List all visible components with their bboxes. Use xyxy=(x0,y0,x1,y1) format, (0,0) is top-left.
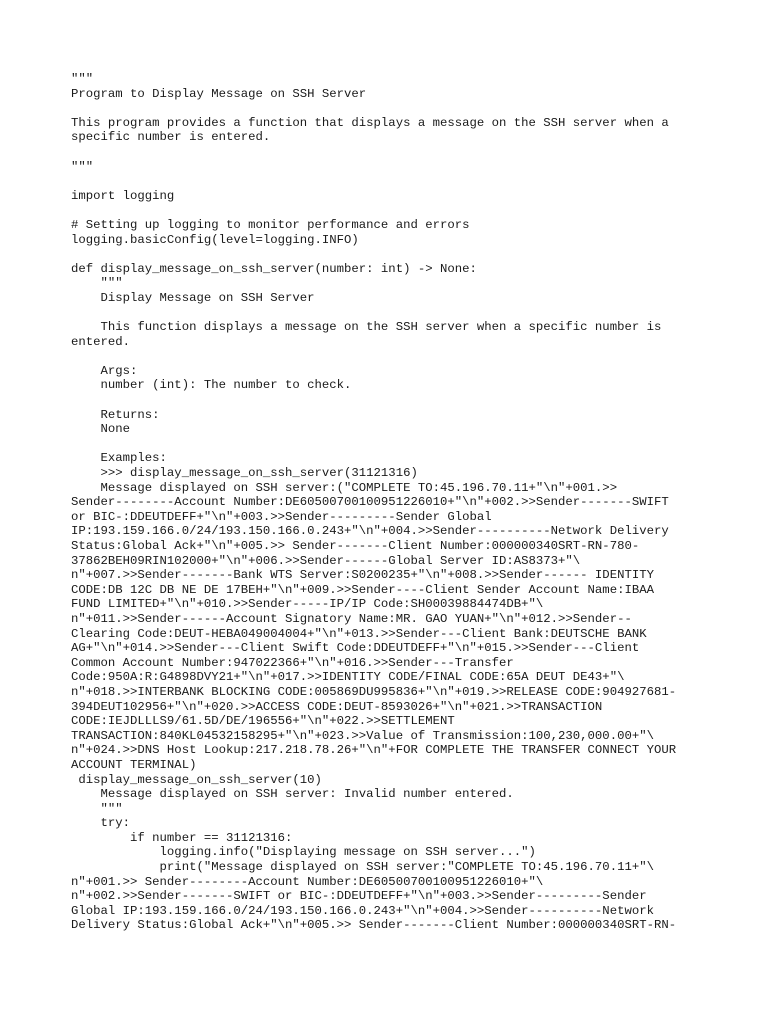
code-line: Global IP:193.159.166.0/24/193.150.166.0.243+"\n"+004.>>Sender----------Network xyxy=(71,903,654,918)
code-line: Sender--------Account Number:DE60500700100951226010+"\n"+002.>>Sender-------SWIFT xyxy=(71,495,669,510)
code-line: n"+007.>>Sender-------Bank WTS Server:S0200235+"\n"+008.>>Sender------ IDENTITY xyxy=(71,568,654,583)
code-line: This program provides a function that displays a message on the SSH server when a xyxy=(71,115,669,130)
code-line: """ xyxy=(71,159,94,174)
code-line: Code:950A:R:G4898DVY21+"\n"+017.>>IDENTITY CODE/FINAL CODE:65A DEUT DE43+"\ xyxy=(71,670,625,685)
code-line: ACCOUNT TERMINAL) xyxy=(71,757,197,772)
code-line: Examples: xyxy=(71,451,167,466)
code-line: AG+"\n"+014.>>Sender---Client Swift Code:DDEUTDEFF+"\n"+015.>>Sender---Client xyxy=(71,641,640,656)
code-line: display_message_on_ssh_server(10) xyxy=(71,772,322,787)
code-line: Display Message on SSH Server xyxy=(71,290,315,305)
blank-line xyxy=(71,393,711,408)
code-line: 37862BEH09RIN102000+"\n"+006.>>Sender------Global Server ID:AS8373+"\ xyxy=(71,553,581,568)
code-line: >>> display_message_on_ssh_server(31121316) xyxy=(71,466,418,481)
code-line: FUND LIMITED+"\n"+010.>>Sender-----IP/IP Code:SH00039884474DB+"\ xyxy=(71,597,544,612)
code-line: Message displayed on SSH server:("COMPLETE TO:45.196.70.11+"\n"+001.>> xyxy=(71,480,618,495)
code-line: Clearing Code:DEUT-HEBA049004004+"\n"+013.>>Sender---Client Bank:DEUTSCHE BANK xyxy=(71,626,647,641)
code-line: Args: xyxy=(71,363,138,378)
code-line: n"+002.>>Sender-------SWIFT or BIC-:DDEUTDEFF+"\n"+003.>>Sender---------Sender xyxy=(71,889,647,904)
code-line: Message displayed on SSH server: Invalid number entered. xyxy=(71,787,514,802)
code-line: """ xyxy=(71,72,94,86)
code-line: Delivery Status:Global Ack+"\n"+005.>> Sender-------Client Number:000000340SRT-RN- xyxy=(71,918,677,933)
code-line: logging.info("Displaying message on SSH server...") xyxy=(71,845,536,860)
code-line: import logging xyxy=(71,188,175,203)
blank-line xyxy=(71,437,711,452)
blank-line xyxy=(71,101,711,116)
code-line: try: xyxy=(71,816,131,831)
blank-line xyxy=(71,247,711,262)
code-line: n"+001.>> Sender--------Account Number:DE60500700100951226010+"\ xyxy=(71,874,544,889)
code-line: n"+024.>>DNS Host Lookup:217.218.78.26+"\n"+FOR COMPLETE THE TRANSFER CONNECT YOUR xyxy=(71,743,677,758)
code-line: CODE:DB 12C DB NE DE 17BEH+"\n"+009.>>Sender----Client Sender Account Name:IBAA xyxy=(71,582,654,597)
blank-line xyxy=(71,145,711,160)
code-line: print("Message displayed on SSH server:"COMPLETE TO:45.196.70.11+"\ xyxy=(71,860,654,875)
code-line: TRANSACTION:840KL04532158295+"\n"+023.>>Value of Transmission:100,230,000.00+"\ xyxy=(71,728,654,743)
code-line: CODE:IEJDLLLS9/61.5D/DE/196556+"\n"+022.>>SETTLEMENT xyxy=(71,714,455,729)
blank-line xyxy=(71,203,711,218)
code-line: or BIC-:DDEUTDEFF+"\n"+003.>>Sender---------Sender Global xyxy=(71,509,492,524)
code-line: # Setting up logging to monitor performance and errors xyxy=(71,217,470,232)
blank-line xyxy=(71,174,711,189)
code-line: def display_message_on_ssh_server(number: int) -> None: xyxy=(71,261,477,276)
code-line: n"+018.>>INTERBANK BLOCKING CODE:005869DU995836+"\n"+019.>>RELEASE CODE:904927681- xyxy=(71,684,677,699)
code-line: logging.basicConfig(level=logging.INFO) xyxy=(71,232,359,247)
code-line: Program to Display Message on SSH Server xyxy=(71,86,367,101)
code-line: if number == 31121316: xyxy=(71,830,293,845)
blank-line xyxy=(71,349,711,364)
blank-line xyxy=(71,306,711,321)
code-line: This function displays a message on the SSH server when a specific number is xyxy=(71,320,662,335)
code-line: specific number is entered. xyxy=(71,130,271,145)
code-line: """ xyxy=(71,276,123,291)
code-line: """ xyxy=(71,801,123,816)
code-line: Returns: xyxy=(71,407,160,422)
code-line: Status:Global Ack+"\n"+005.>> Sender-------Client Number:000000340SRT-RN-780- xyxy=(71,539,640,553)
code-line: 394DEUT102956+"\n"+020.>>ACCESS CODE:DEUT-8593026+"\n"+021.>>TRANSACTION xyxy=(71,699,603,714)
code-document xyxy=(71,72,711,933)
code-line: IP:193.159.166.0/24/193.150.166.0.243+"\n"+004.>>Sender----------Network Delivery xyxy=(71,524,669,539)
code-line: number (int): The number to check. xyxy=(71,378,352,393)
code-line: n"+011.>>Sender------Account Signatory Name:MR. GAO YUAN+"\n"+012.>>Sender-- xyxy=(71,611,632,626)
code-line: Common Account Number:947022366+"\n"+016.>>Sender---Transfer xyxy=(71,655,514,670)
code-line: entered. xyxy=(71,334,131,349)
code-line: None xyxy=(71,422,131,437)
